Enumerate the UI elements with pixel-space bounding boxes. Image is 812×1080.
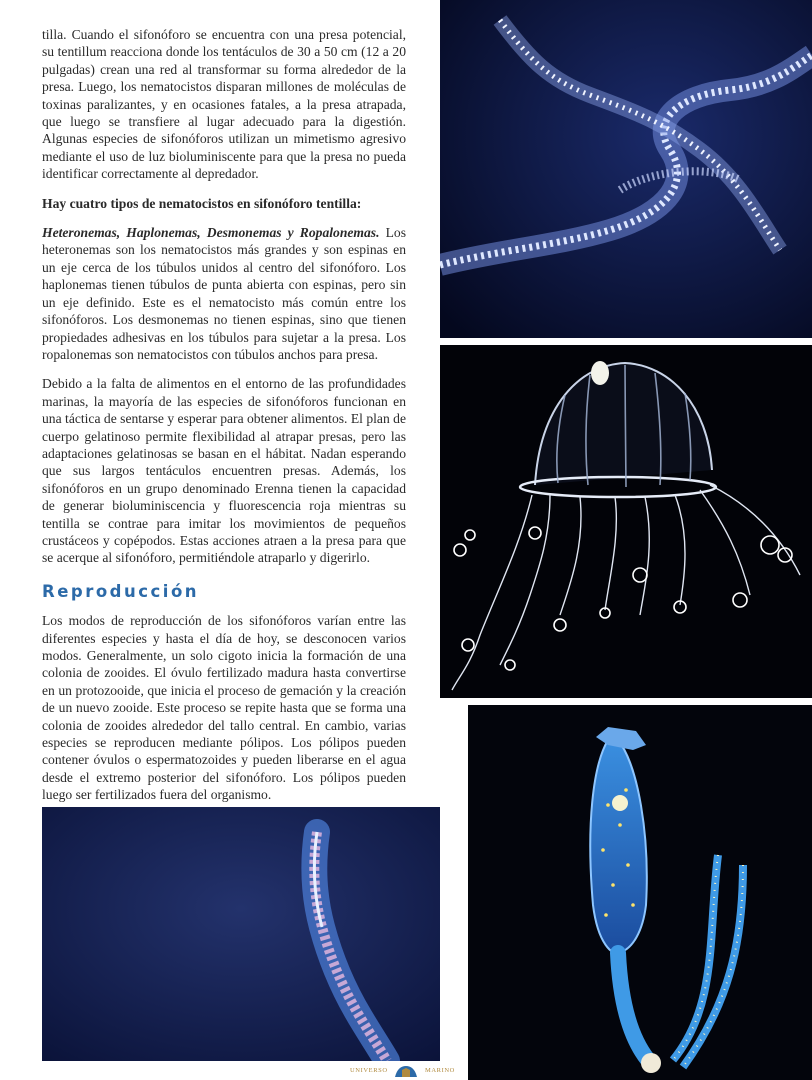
universo-marino-logo <box>393 1064 419 1078</box>
squid-photo <box>468 705 812 1080</box>
footer-brand <box>350 1064 460 1078</box>
footer-left-text: UNIVERSO <box>350 1067 388 1074</box>
paragraph-reproduction: Los modos de reproducción de los sifonóforos varían entre las diferentes especies y hasta el día de hoy, se desconocen varios modos. Generalmente, un solo cigoto inicia la formación de una colonia de zooides. El óvulo fertilizado madura hasta convertirse en un protozooide, que inicia el proceso de gemación y la creación de un nuevo zooide. Este proceso se repite hasta que se forma una colonia de zooides alrededor del tallo central. En cambio, varias especies se reproducen mediante pólipos. Los pólipos pueden contener óvulos o espermatozoides y pueden liberarse en el agua desde el extremo posterior del sifonóforo. Los pólipos pueden luego ser fertilizados fuera del organismo. <box>42 613 406 803</box>
paragraph-tentilla: tilla. Cuando el sifonóforo se encuentra con una presa potencial, su tentillum reacciona donde los tentáculos de 30 a 50 cm (12 a 20 pulgadas) crean una red al transformar su forma alrededor de la presa. Luego, los nematocistos disparan millones de moléculas de toxinas paralizantes, y en ocasiones fatales, a la presa atrapada, que luego se transfiere al lugar adecuado para la digestión. Algunas especies de sifonóforos utilizan un mimetismo agresivo mediante el uso de luz bioluminiscente para que la presa no pueda identificar correctamente al depredador. <box>42 27 406 182</box>
jellyfish-photo <box>440 345 812 698</box>
paragraph-feeding: Debido a la falta de alimentos en el entorno de las profundidades marinas, la mayoría de las especies de sifonóforos funcionan en una táctica de sentarse y esperar para obtener alimentos. El plan de cuerpo gelatinoso permite flexibilidad al atrapar presas, pero las adaptaciones gelatinosas se basan en el hábitat. Nadan esperando que sus largos tentáculos encuentren presas. Además, los sifonóforos en un grupo denominado Erenna tienen la capacidad de generar bioluminiscencia y fluorescencia roja mientras su tentilla se contrae para imitar los movimientos de pequeños crustáceos y copépodos. Estas acciones atraen a la presa para que se acerque al sifonóforo, permitiéndole atraparlo y digerirlo. <box>42 376 406 566</box>
section-title-reproduction: Reproducción <box>42 581 200 601</box>
nematocyst-types-body: Los heteronemas son los nematocistos más grandes y son espinas en un eje cerca de los túbulos unidos al centro del sifonóforo. Los haplonemas tienen túbulos de punta abierta con espinas, pero sin un eje definido. Este es el nematocisto más común entre los sifonóforos. Los desmonemas no tienen espinas, sino que tienen propiedades adhesivas en los túbulos para sujetar a la presa. Los ropalonemas son nematocistos con túbulos anchos para presa. <box>42 225 406 362</box>
article-column <box>42 26 406 816</box>
subheading-nematocysts: Hay cuatro tipos de nematocistos en sifonóforo tentilla: <box>42 195 362 211</box>
paragraph-nematocyst-types <box>42 224 406 363</box>
nematocyst-types-lead: Heteronemas, Haplonemas, Desmonemas y Ropalonemas. <box>42 225 380 241</box>
siphonophore-stem-photo <box>42 807 440 1061</box>
siphonophore-photo <box>440 0 812 338</box>
footer-right-text: MARINO <box>425 1067 455 1074</box>
